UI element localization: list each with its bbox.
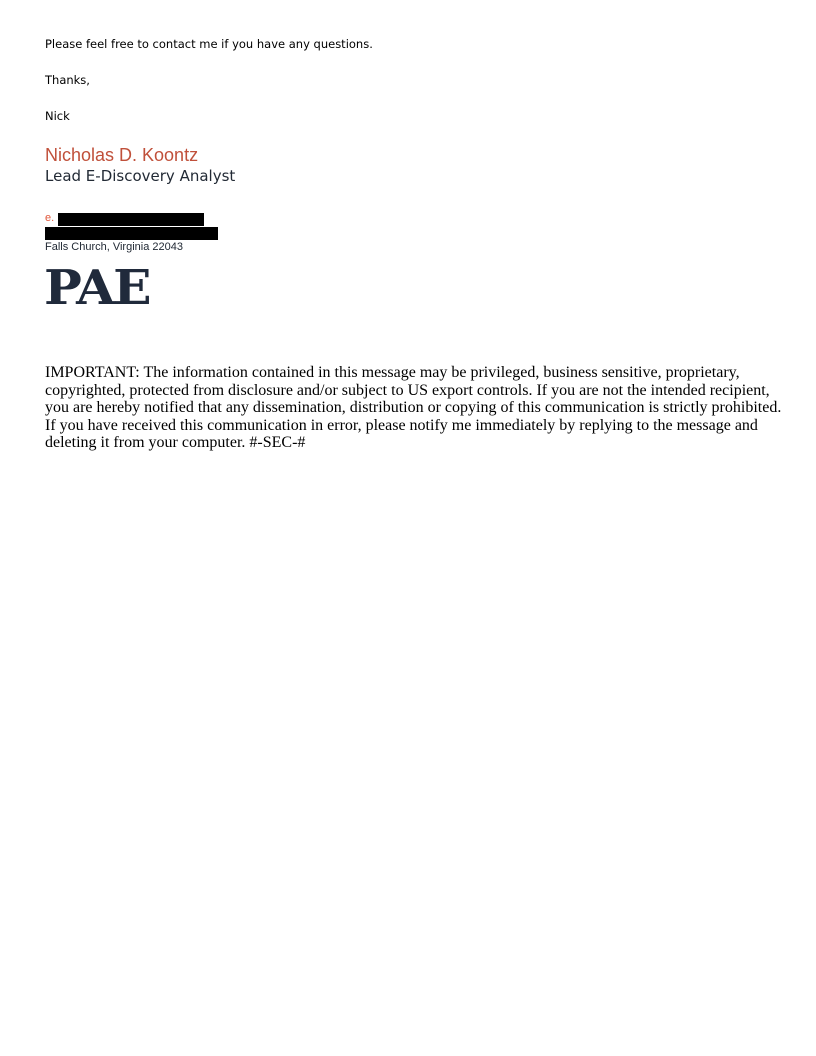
email-label: e.: [45, 212, 55, 224]
redaction-bar-email: [58, 213, 204, 226]
pae-logo: PAE: [44, 260, 150, 316]
signature-title: Lead E-Discovery Analyst: [45, 167, 236, 185]
body-line-contact: Please feel free to contact me if you have any questions.: [45, 37, 373, 51]
signature-name: Nicholas D. Koontz: [45, 145, 199, 165]
signature-address: Falls Church, Virginia 22043: [45, 241, 183, 253]
redaction-bar-address: [45, 227, 218, 240]
confidentiality-notice: IMPORTANT: The information contained in this message may be privileged, business sensitive, proprietary, copyrighted, protected from disclosure and/or subject to US export controls. If you are not the intended recipient, you are hereby notified that any dissemination, distribution or copying of this communication is strictly prohibited. If you have received this communication in error, please notify me immediately by replying to the message and deleting it from your computer. #-SEC-#: [45, 364, 782, 451]
body-line-thanks: Thanks,: [45, 73, 90, 87]
body-line-signoff: Nick: [45, 109, 70, 123]
